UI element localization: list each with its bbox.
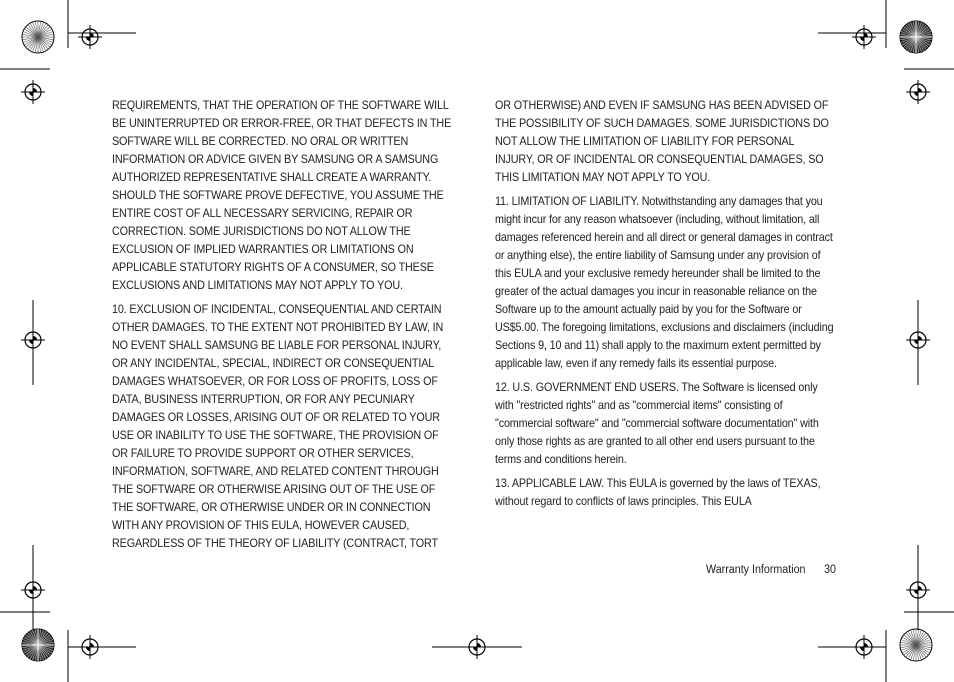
paragraph-continued-limitation: OR OTHERWISE) AND EVEN IF SAMSUNG HAS BEEN ADVISED OF THE POSSIBILITY OF SUCH DAMAGES. SOME JURISDICTIONS DO NOT ALLOW THE LIMITATION OF LIABILITY FOR PERSONAL INJURY, OR OF INCIDENTAL OR CONSEQUENTIAL DAMAGES, SO THIS LIMITATION MAY NOT APPLY TO YOU. — [495, 99, 829, 184]
crosshair-mark-right-upper — [906, 80, 930, 104]
paragraph-limitation-of-liability: 11. LIMITATION OF LIABILITY. Notwithstanding any damages that you might incur for any reason whatsoever (including, without limitation, all damages referenced herein and all direct or general damages in contract or anything else), the entire liability of Samsung under any provision of this EULA and your exclusive remedy hereunder shall be limited to the greater of the actual damages you incur in reasonable reliance on the Software up to the amount actually paid by you for the Software or US$5.00. The foregoing limitations, exclusions and disclaimers (including Sections 9, 10 and 11) shall apply to the maximum extent permitted by applicable law, even if any remedy fails its essential purpose. — [495, 195, 834, 370]
starburst-mark-top-left — [22, 21, 54, 53]
paragraph-warranty-disclaimer: REQUIREMENTS, THAT THE OPERATION OF THE SOFTWARE WILL BE UNINTERRUPTED OR ERROR-FREE, OR THAT DEFECTS IN THE SOFTWARE WILL BE CORRECTED. NO ORAL OR WRITTEN INFORMATION OR ADVICE GIVEN BY SAMSUNG OR A SAMSUNG AUTHORIZED REPRESENTATIVE SHALL CREATE A WARRANTY. SHOULD THE SOFTWARE PROVE DEFECTIVE, YOU ASSUME THE ENTIRE COST OF ALL NECESSARY SERVICING, REPAIR OR CORRECTION. SOME JURISDICTIONS DO NOT ALLOW THE EXCLUSION OF IMPLIED WARRANTIES OR LIMITATIONS ON APPLICABLE STATUTORY RIGHTS OF A CONSUMER, SO THESE EXCLUSIONS AND LIMITATIONS MAY NOT APPLY TO YOU. — [112, 99, 452, 292]
crosshair-mark-left-upper — [21, 80, 45, 104]
footer-section-title: Warranty Information — [706, 564, 806, 576]
starburst-mark-bottom-left — [22, 629, 54, 661]
page-number: 30 — [824, 564, 836, 576]
crosshair-mark-top-right — [852, 25, 876, 49]
paragraph-applicable-law: 13. APPLICABLE LAW. This EULA is governed by the laws of TEXAS, without regard to conflicts of laws principles. This EULA — [495, 477, 821, 508]
paragraph-government-end-users: 12. U.S. GOVERNMENT END USERS. The Software is licensed only with "restricted rights" and as "commercial items" consisting of "commercial software" and "commercial software documentation" with only those rights as are granted to all other end users pursuant to the terms and conditions herein. — [495, 381, 819, 466]
starburst-mark-top-right — [900, 21, 932, 53]
paragraph-exclusion-of-damages: 10. EXCLUSION OF INCIDENTAL, CONSEQUENTIAL AND CERTAIN OTHER DAMAGES. TO THE EXTENT NOT PROHIBITED BY LAW, IN NO EVENT SHALL SAMSUNG BE LIABLE FOR PERSONAL INJURY, OR ANY INCIDENTAL, SPECIAL, INDIRECT OR CONSEQUENTIAL DAMAGES WHATSOEVER, OR FOR LOSS OF PROFITS, LOSS OF DATA, BUSINESS INTERRUPTION, OR FOR ANY PECUNIARY DAMAGES OR LOSSES, ARISING OUT OF OR RELATED TO YOUR USE OR INABILITY TO USE THE SOFTWARE, THE PROVISION OF OR FAILURE TO PROVIDE SUPPORT OR OTHER SERVICES, INFORMATION, SOFTWARE, AND RELATED CONTENT THROUGH THE SOFTWARE OR OTHERWISE ARISING OUT OF THE USE OF THE SOFTWARE, OR OTHERWISE UNDER OR IN CONNECTION WITH ANY PROVISION OF THIS EULA, HOWEVER CAUSED, REGARDLESS OF THE THEORY OF LIABILITY (CONTRACT, TORT — [112, 303, 444, 550]
crosshair-mark-top-left — [78, 25, 102, 49]
starburst-mark-bottom-right — [900, 629, 932, 661]
